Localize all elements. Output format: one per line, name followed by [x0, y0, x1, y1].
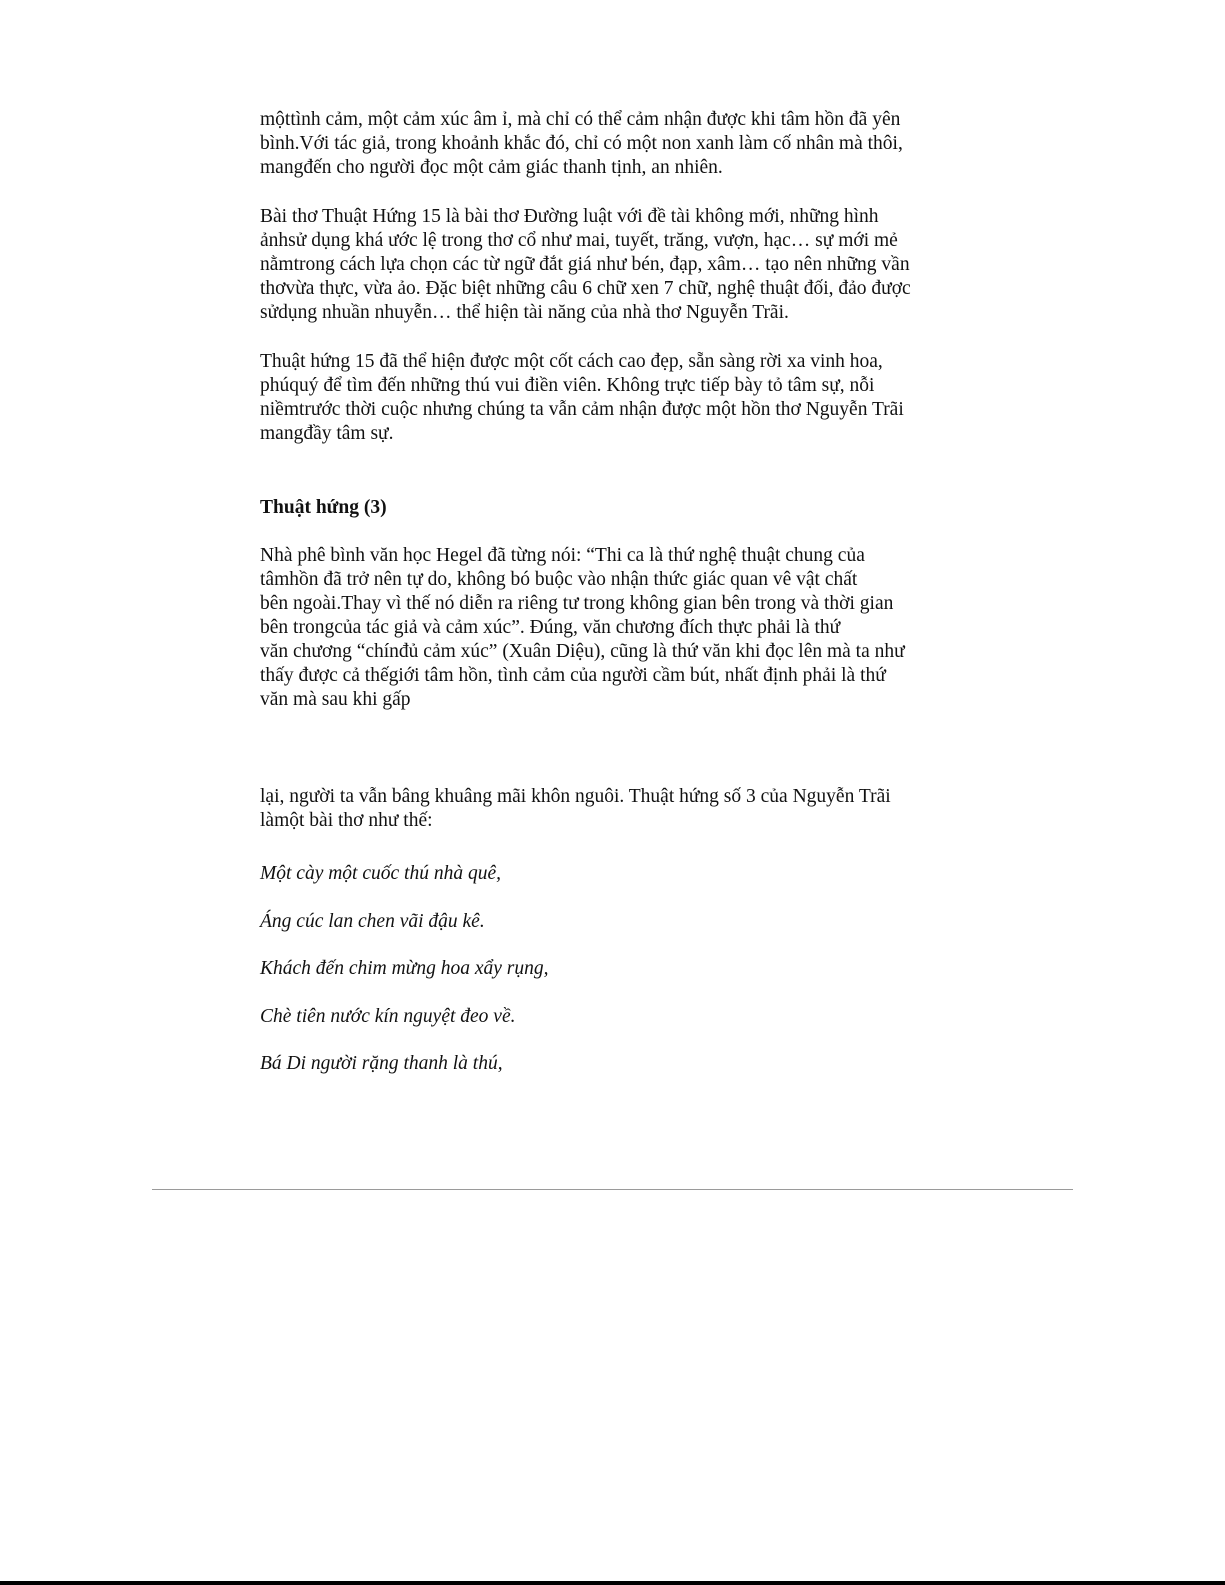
paragraph-4-line-4: bên trongcủa tác giả và cảm xúc”. Đúng, văn chương đích thực phải là thứ [260, 617, 841, 638]
paragraph-1-line-2: bình.Với tác giả, trong khoảnh khắc đó, chỉ có một non xanh làm cố nhân mà thôi, [260, 133, 903, 154]
paragraph-4-line-5: văn chương “chínđủ cảm xúc” (Xuân Diệu), cũng là thứ văn khi đọc lên mà ta như [260, 641, 905, 662]
section-heading: Thuật hứng (3) [260, 497, 387, 518]
paragraph-4-line-1: Nhà phê bình văn học Hegel đã từng nói: “Thi ca là thứ nghệ thuật chung của [260, 545, 865, 566]
paragraph-3-line-1: Thuật hứng 15 đã thể hiện được một cốt cách cao đẹp, sẵn sàng rời xa vinh hoa, [260, 351, 883, 372]
paragraph-4-line-6: thấy được cả thếgiới tâm hồn, tình cảm của người cầm bút, nhất định phải là thứ [260, 665, 886, 686]
verse-line-2: Áng cúc lan chen vãi đậu kê. [260, 911, 485, 932]
paragraph-2-line-3: nằmtrong cách lựa chọn các từ ngữ đắt giá như bén, đạp, xâm… tạo nên những vần [260, 254, 910, 275]
paragraph-5-line-2: làmột bài thơ như thế: [260, 810, 433, 831]
paragraph-4-line-3: bên ngoài.Thay vì thế nó diễn ra riêng tư trong không gian bên trong và thời gian [260, 593, 894, 614]
paragraph-3-line-4: mangđầy tâm sự. [260, 423, 394, 444]
paragraph-4-line-2: tâmhồn đã trở nên tự do, không bó buộc vào nhận thức giác quan vê vật chất [260, 569, 858, 590]
paragraph-1-line-3: mangđến cho người đọc một cảm giác thanh tịnh, an nhiên. [260, 157, 723, 178]
paragraph-5-line-1: lại, người ta vẫn bâng khuâng mãi khôn nguôi. Thuật hứng số 3 của Nguyễn Trãi [260, 786, 891, 807]
verse-line-1: Một cày một cuốc thú nhà quê, [260, 863, 501, 884]
verse-line-4: Chè tiên nước kín nguyệt đeo về. [260, 1006, 516, 1027]
paragraph-2-line-5: sửdụng nhuần nhuyễn… thể hiện tài năng của nhà thơ Nguyễn Trãi. [260, 302, 789, 323]
paragraph-1-line-1: mộttình cảm, một cảm xúc âm ỉ, mà chỉ có thể cảm nhận được khi tâm hồn đã yên [260, 109, 901, 130]
page-divider [152, 1189, 1073, 1190]
paragraph-2-line-1: Bài thơ Thuật Hứng 15 là bài thơ Đường luật với đề tài không mới, những hình [260, 206, 879, 227]
paragraph-3-line-3: niềmtrước thời cuộc nhưng chúng ta vẫn cảm nhận được một hồn thơ Nguyễn Trãi [260, 399, 904, 420]
paragraph-3-line-2: phúquý để tìm đến những thú vui điền viên. Không trực tiếp bày tỏ tâm sự, nỗi [260, 375, 875, 396]
page-bottom-edge [0, 1581, 1225, 1585]
paragraph-2-line-4: thơvừa thực, vừa ảo. Đặc biệt những câu 6 chữ xen 7 chữ, nghệ thuật đối, đảo được [260, 278, 911, 299]
verse-line-5: Bá Di người rặng thanh là thú, [260, 1053, 503, 1074]
paragraph-4-line-7: văn mà sau khi gấp [260, 689, 411, 710]
verse-line-3: Khách đến chim mừng hoa xẩy rụng, [260, 958, 549, 979]
paragraph-2-line-2: ảnhsử dụng khá ước lệ trong thơ cổ như mai, tuyết, trăng, vượn, hạc… sự mới mẻ [260, 230, 898, 251]
